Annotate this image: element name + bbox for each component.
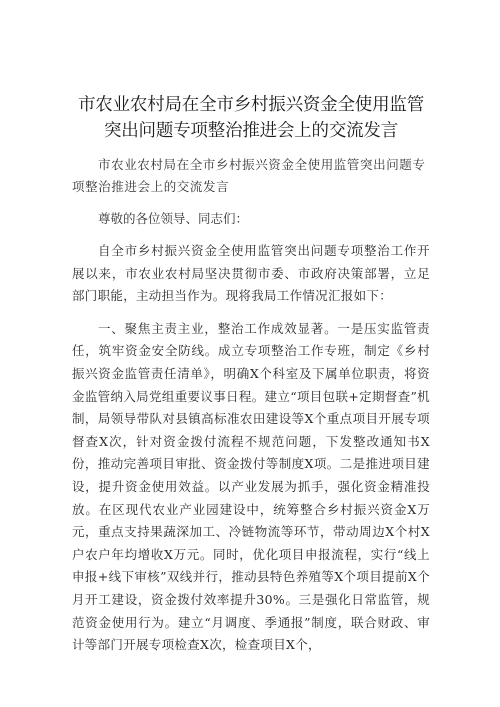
title-line-1: 市农业农村局在全市乡村振兴资金全使用监管 — [78, 95, 424, 115]
title-line-2: 突出问题专项整治推进会上的交流发言 — [103, 121, 399, 141]
document-title — [72, 92, 430, 144]
salutation: 尊敬的各位领导、同志们： — [98, 211, 249, 226]
paragraph-intro: 自全市乡村振兴资金全使用监管突出问题专项整治工作开展以来，市农业农村局坚决贯彻市委、市政府决策部署，立足部门职能，主动担当作为。现将我局工作情况汇报如下： — [72, 243, 430, 304]
paragraph-section-1: 一、聚焦主责主业，整治工作成效显著。一是压实监管责任，筑牢资金安全防线。成立专项整治工作专班，制定《乡村振兴资金监管责任清单》，明确X个科室及下属单位职责，将资金监管纳入局党组重要议事日程。建立“项目包联+定期督查”机制，局领导带队对县镇高标准农田建设等X个重点项目开展专项督查X次，针对资金拨付流程不规范问题，下发整改通知书X份，推动完善项目审批、资金拨付等制度X项。二是推进项目建设，提升资金使用效益。以产业发展为抓手，强化资金精准投放。在区现代农业产业园建设中，统筹整合乡村振兴资金X万元，重点支持果蔬深加工、冷链物流等环节，带动周边X个村X户农户年均增收X万元。同时，优化项目申报流程，实行“线上申报+线下审核”双线并行，推动县特色养殖等X个项目提前X个月开工建设，资金拨付效率提升30%。三是强化日常监管，规范资金使用行为。建立“月调度、季通报”制度，联合财政、审计等部门开展专项检查X次，检查项目X个， — [72, 320, 430, 653]
document-subtitle: 市农业农村局在全市乡村振兴资金全使用监管突出问题专项整治推进会上的交流发言 — [72, 157, 426, 194]
